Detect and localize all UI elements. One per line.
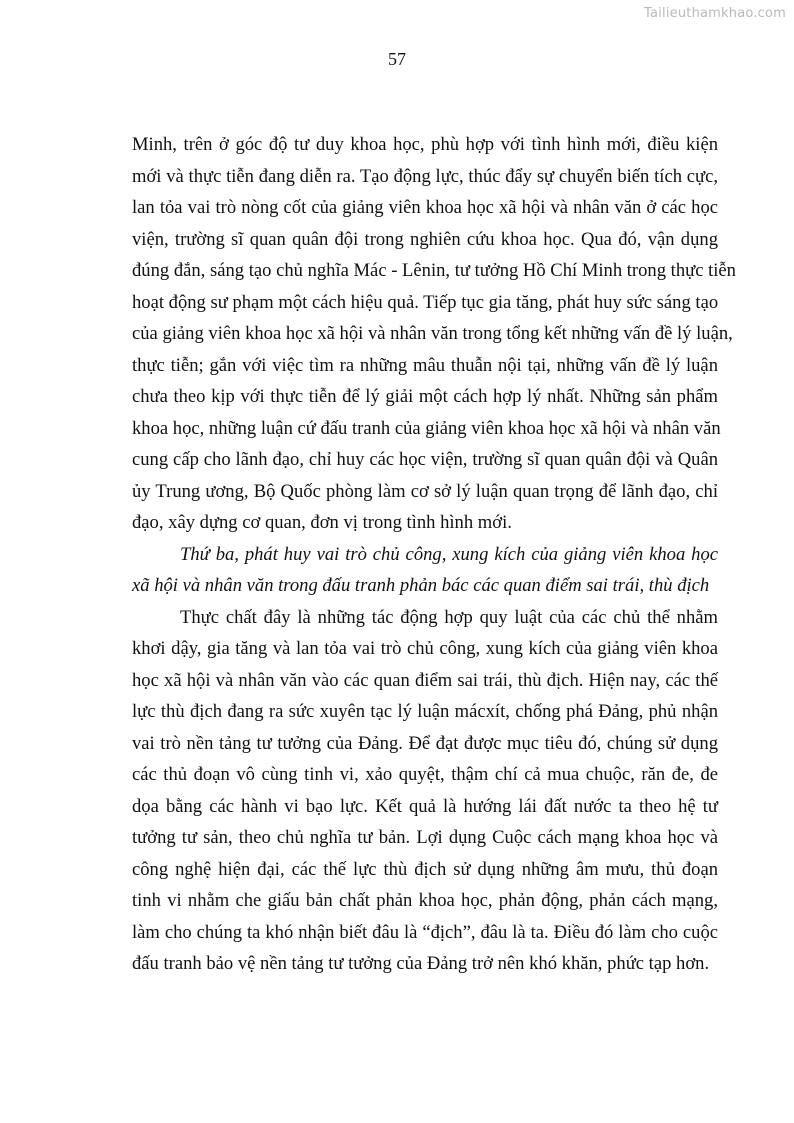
paragraph-line: thực tiễn; gắn với việc tìm ra những mâu thuẫn nội tại, những vấn đề lý luận <box>132 354 718 376</box>
paragraph-line: chưa theo kịp với thực tiễn để lý giải một cách hợp lý nhất. Những sản phẩm <box>132 386 718 407</box>
paragraph-line: khoa học, những luận cứ đấu tranh của giảng viên khoa học xã hội và nhân văn <box>132 417 721 439</box>
paragraph-line: của giảng viên khoa học xã hội và nhân văn trong tổng kết những vấn đề lý luận, <box>132 323 733 344</box>
paragraph-line: mới và thực tiễn đang diễn ra. Tạo động lực, thúc đẩy sự chuyển biến tích cực, <box>132 165 718 187</box>
paragraph-line: vai trò nền tảng tư tưởng của Đảng. Để đạt được mục tiêu đó, chúng sử dụng <box>132 732 718 754</box>
paragraph-line: Minh, trên ở góc độ tư duy khoa học, phù hợp với tình hình mới, điều kiện <box>132 134 718 155</box>
page-number: 57 <box>388 49 406 69</box>
paragraph-line: hoạt động sư phạm một cách hiệu quả. Tiếp tục gia tăng, phát huy sức sáng tạo <box>132 291 719 313</box>
body-text <box>132 129 736 980</box>
paragraph-line: lan tỏa vai trò nòng cốt của giảng viên khoa học xã hội và nhân văn ở các học <box>132 197 718 218</box>
paragraph-line: công nghệ hiện đại, các thế lực thù địch sử dụng những âm mưu, thủ đoạn <box>132 858 718 880</box>
paragraph-line: đúng đắn, sáng tạo chủ nghĩa Mác - Lênin, tư tưởng Hồ Chí Minh trong thực tiễn <box>132 260 736 281</box>
paragraph-line: ủy Trung ương, Bộ Quốc phòng làm cơ sở lý luận quan trọng để lãnh đạo, chỉ <box>132 480 718 502</box>
paragraph-line: khơi dậy, gia tăng và lan tỏa vai trò chủ công, xung kích của giảng viên khoa <box>132 638 718 659</box>
paragraph-line: cung cấp cho lãnh đạo, chỉ huy các học viện, trường sĩ quan quân đội và Quân <box>132 449 718 470</box>
paragraph-line: đấu tranh bảo vệ nền tảng tư tưởng của Đảng trở nên khó khăn, phức tạp hơn. <box>132 953 710 974</box>
section-heading-line: Thứ ba, phát huy vai trò chủ công, xung kích của giảng viên khoa học <box>180 543 718 565</box>
paragraph-line: đạo, xây dựng cơ quan, đơn vị trong tình hình mới. <box>132 512 512 533</box>
paragraph-line: tưởng tư sản, theo chủ nghĩa tư bản. Lợi dụng Cuộc cách mạng khoa học và <box>132 827 718 848</box>
paragraph-line: lực thù địch đang ra sức xuyên tạc lý luận mácxít, chống phá Đảng, phủ nhận <box>132 701 718 722</box>
section-heading-line: xã hội và nhân văn trong đấu tranh phản bác các quan điểm sai trái, thù địch <box>132 575 710 596</box>
paragraph-line: dọa bằng các hành vi bạo lực. Kết quả là hướng lái đất nước ta theo hệ tư <box>132 795 718 817</box>
paragraph-line: Thực chất đây là những tác động hợp quy luật của các chủ thể nhằm <box>180 606 718 628</box>
paragraph-line: tinh vi nhằm che giấu bản chất phản khoa học, phản động, phản cách mạng, <box>132 890 718 911</box>
paragraph-line: các thủ đoạn vô cùng tinh vi, xảo quyệt, thậm chí cả mua chuộc, răn đe, đe <box>132 764 718 785</box>
paragraph-line: viện, trường sĩ quan quân đội trong nghiên cứu khoa học. Qua đó, vận dụng <box>132 228 718 250</box>
paragraph-line: học xã hội và nhân văn vào các quan điểm sai trái, thù địch. Hiện nay, các thế <box>132 669 718 691</box>
watermark-text: Tailieuthamkhao.com <box>644 6 786 21</box>
paragraph-line: làm cho chúng ta khó nhận biết đâu là “địch”, đâu là ta. Điều đó làm cho cuộc <box>132 921 718 943</box>
